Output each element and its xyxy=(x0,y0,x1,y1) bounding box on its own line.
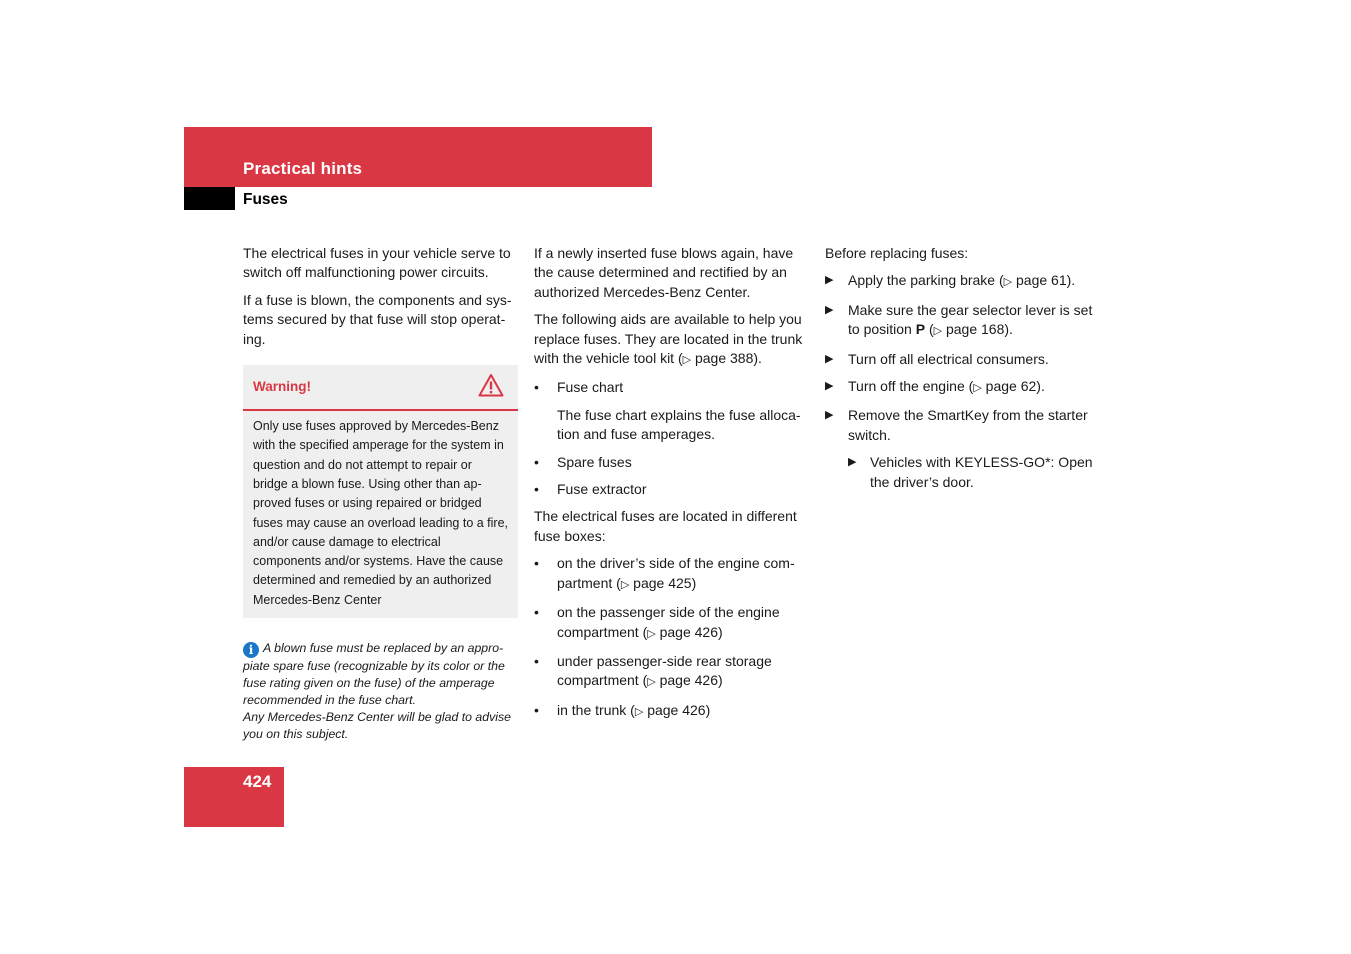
page-ref-arrow-icon: ▷ xyxy=(682,354,692,367)
column-2 xyxy=(534,244,810,730)
bullet-icon: • xyxy=(534,453,539,470)
paragraph: Before replacing fuses: xyxy=(825,245,969,261)
step-arrow-icon: ▶ xyxy=(825,274,834,287)
page-ref-arrow-icon: ▷ xyxy=(973,382,982,395)
paragraph: The following aids are available to help you replace fuses. They are located in the trunk with the vehicle tool kit (▷ page 388). xyxy=(534,311,803,367)
page-ref-arrow-icon: ▷ xyxy=(634,705,644,718)
warning-text: Only use fuses approved by Mercedes-Benz with the specified amperage for the system in question and do not attempt to repair or bridge a blown fuse. Using other than ap-proved fuses or using repaired or bridged fuses may cause an overload leading to a fire, and/or cause damage to electrical components and/or systems. Have the cause determined and remedied by an authorized Mercedes-Benz Center xyxy=(253,419,509,607)
list-item: • under passenger-side rear storage compartment (▷ page 426) xyxy=(534,652,772,689)
list-item: • Fuse chart xyxy=(534,378,810,397)
page-ref-arrow-icon: ▷ xyxy=(647,627,656,640)
list-item: • Fuse extractor xyxy=(534,480,810,499)
warning-label: Warning! xyxy=(253,379,311,395)
step-item: ▶ Apply the parking brake (▷ page 61). xyxy=(825,271,1103,292)
list-item: • in the trunk (▷ page 426) xyxy=(534,701,810,722)
step-arrow-icon: ▶ xyxy=(825,380,834,393)
warning-triangle-icon xyxy=(478,373,504,397)
info-text: A blown fuse must be replaced by an appro-piate spare fuse (recognizable by its color or the fuse rating given on the fuse) of the amperage recommended in the fuse chart. xyxy=(243,641,505,707)
bullet-icon: • xyxy=(534,604,539,621)
step-arrow-icon: ▶ xyxy=(848,456,857,469)
column-1 xyxy=(243,244,518,743)
chapter-title: Practical hints xyxy=(243,159,363,178)
substep-item: ▶ Vehicles with KEYLESS-GO*: Open the driver’s door. xyxy=(848,454,1093,490)
warning-header xyxy=(243,365,518,411)
paragraph: If a newly inserted fuse blows again, have the cause determined and rectified by an authorized Mercedes-Benz Center. xyxy=(534,245,794,300)
step-arrow-icon: ▶ xyxy=(825,352,834,365)
step-item: ▶ Turn off the engine (▷ page 62). xyxy=(825,377,1103,398)
bullet-icon: • xyxy=(534,701,539,718)
list-item: • on the driver’s side of the engine com-partment (▷ page 425) xyxy=(534,555,795,591)
info-text: Any Mercedes-Benz Center will be glad to advise you on this subject. xyxy=(243,710,511,741)
step-arrow-icon: ▶ xyxy=(825,409,834,422)
bullet-icon: • xyxy=(534,652,539,669)
section-tab-marker xyxy=(184,187,235,210)
page-ref-arrow-icon: ▷ xyxy=(1003,276,1013,289)
paragraph: The electrical fuses in your vehicle serve to switch off malfunctioning power circuits. xyxy=(243,245,511,281)
warning-box xyxy=(243,365,518,618)
info-note xyxy=(243,640,518,743)
list-item: • Spare fuses xyxy=(534,453,810,472)
list-item: • on the passenger side of the engine compartment (▷ page 426) xyxy=(534,604,780,640)
paragraph: The electrical fuses are located in different fuse boxes: xyxy=(534,508,797,544)
step-item: ▶ Turn off all electrical consumers. xyxy=(825,350,1103,369)
step-arrow-icon: ▶ xyxy=(825,303,834,316)
paragraph: If a fuse is blown, the components and sys-tems secured by that fuse will stop operat-ing. xyxy=(243,291,512,347)
step-item: ▶ Make sure the gear selector lever is set to position P (▷ page 168). xyxy=(825,301,1093,338)
step-item: ▶ Remove the SmartKey from the starter switch. xyxy=(825,407,1088,443)
bullet-icon: • xyxy=(534,481,539,498)
list-item-note: The fuse chart explains the fuse alloca-tion and fuse amperages. xyxy=(557,406,801,443)
column-3 xyxy=(825,244,1103,500)
page-ref-arrow-icon: ▷ xyxy=(933,325,943,338)
page-number: 424 xyxy=(243,772,272,791)
info-icon: i xyxy=(243,642,259,658)
section-title: Fuses xyxy=(243,191,288,208)
page-ref-arrow-icon: ▷ xyxy=(620,578,630,591)
page-ref-arrow-icon: ▷ xyxy=(647,676,656,689)
bullet-icon: • xyxy=(534,379,539,396)
bullet-icon: • xyxy=(534,555,539,572)
